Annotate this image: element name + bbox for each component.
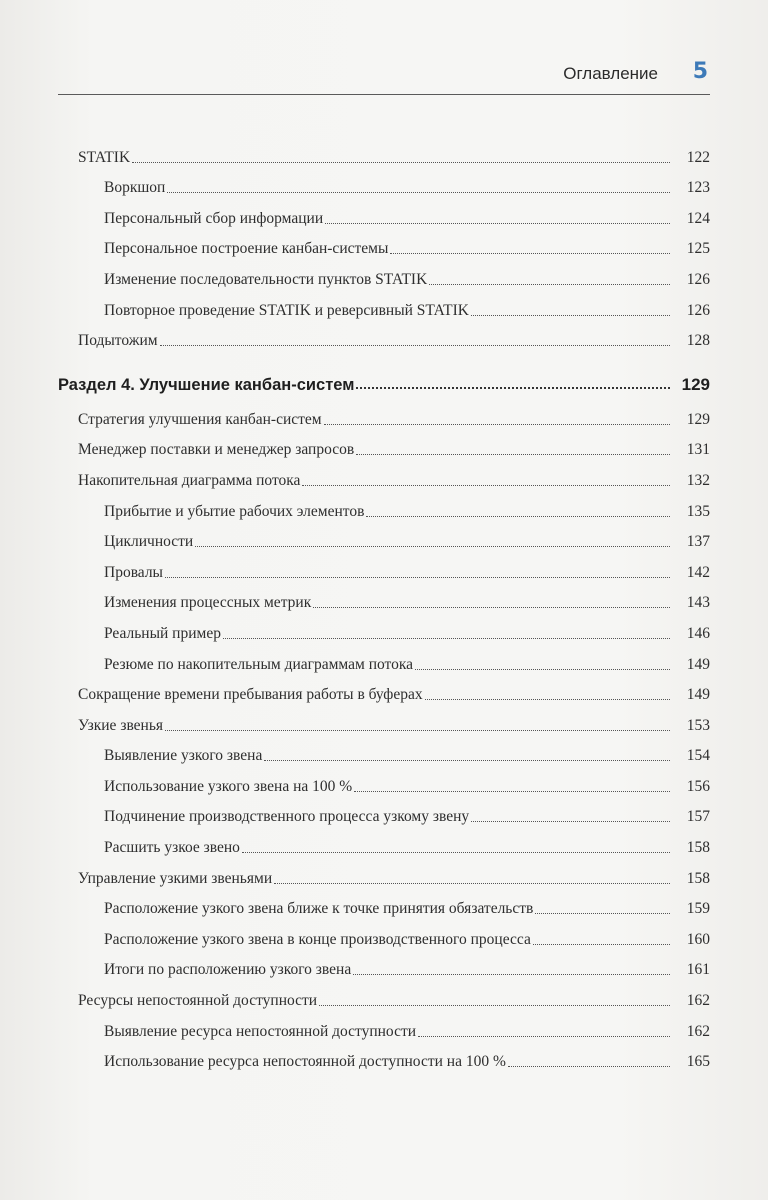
- toc-entry-page: 149: [686, 655, 710, 673]
- toc-entry-title: Накопительная диаграмма потока: [78, 471, 301, 489]
- toc-entry: [58, 735, 710, 766]
- toc-entry-page: 126: [686, 301, 710, 319]
- running-header: [58, 59, 710, 92]
- toc-dot-leader: [471, 315, 670, 316]
- toc-dot-leader: [353, 974, 670, 975]
- toc-entry-title: Расположение узкого звена ближе к точке принятия обязательств: [104, 900, 534, 918]
- toc-entry-page: 122: [686, 148, 710, 166]
- toc-entry-title: Подчинение производственного процесса узкому звену: [104, 808, 470, 826]
- toc-entry-title: Подытожим: [78, 332, 158, 350]
- toc-entry: [58, 765, 710, 796]
- toc-dot-leader: [418, 1036, 670, 1037]
- toc-entry-title: Выявление ресурса непостоянной доступности: [104, 1022, 417, 1040]
- toc-dot-leader: [356, 454, 670, 455]
- toc-entry-page: 146: [686, 624, 710, 642]
- toc-entry-title: Узкие звенья: [78, 716, 164, 734]
- toc-entry-page: 128: [686, 332, 710, 350]
- toc-entry: [58, 857, 710, 888]
- toc-entry: [58, 136, 710, 167]
- toc-entry: [58, 1041, 710, 1072]
- toc-entry-page: 149: [686, 686, 710, 704]
- toc-dot-leader: [313, 607, 670, 608]
- toc-dot-leader: [324, 424, 670, 425]
- toc-entry-page: 132: [686, 471, 710, 489]
- toc-entry: [58, 888, 710, 919]
- toc-entry-page: 126: [686, 270, 710, 288]
- toc-dot-leader: [319, 1005, 670, 1006]
- toc-entry: [58, 979, 710, 1010]
- toc-entry-title: Управление узкими звеньями: [78, 869, 273, 887]
- toc-entry-title: Итоги по расположению узкого звена: [104, 961, 352, 979]
- table-of-contents: [58, 136, 710, 1071]
- toc-entry-page: 165: [686, 1053, 710, 1071]
- toc-entry-title: STATIK: [78, 148, 131, 166]
- toc-dot-leader: [356, 387, 670, 389]
- toc-dot-leader: [354, 791, 670, 792]
- toc-dot-leader: [167, 192, 670, 193]
- toc-entry-title: Повторное проведение STATIK и реверсивный STATIK: [104, 301, 469, 319]
- toc-entry-page: 160: [686, 930, 710, 948]
- toc-dot-leader: [274, 883, 670, 884]
- toc-dot-leader: [132, 162, 670, 163]
- toc-entry: [58, 643, 710, 674]
- toc-entry-page: 143: [686, 594, 710, 612]
- toc-entry: [58, 521, 710, 552]
- toc-dot-leader: [471, 821, 670, 822]
- toc-entry-title: Персональный сбор информации: [104, 209, 324, 227]
- toc-entry-title: Прибытие и убытие рабочих элементов: [104, 502, 365, 520]
- toc-entry-title: Раздел 4. Улучшение канбан-систем: [58, 376, 355, 395]
- toc-dot-leader: [160, 345, 670, 346]
- toc-dot-leader: [302, 485, 670, 486]
- toc-entry: [58, 258, 710, 289]
- toc-entry-page: 153: [686, 716, 710, 734]
- toc-entry: [58, 289, 710, 320]
- toc-dot-leader: [366, 516, 670, 517]
- toc-dot-leader: [325, 223, 670, 224]
- page-number: 5: [692, 59, 708, 84]
- toc-entry-page: 158: [686, 839, 710, 857]
- toc-entry-page: 156: [686, 777, 710, 795]
- toc-entry-page: 123: [686, 179, 710, 197]
- toc-entry: [58, 612, 710, 643]
- toc-entry-title: Менеджер поставки и менеджер запросов: [78, 441, 355, 459]
- toc-entry-title: Ресурсы непостоянной доступности: [78, 992, 318, 1010]
- toc-entry-page: 142: [686, 563, 710, 581]
- toc-entry-title: Резюме по накопительным диаграммам потока: [104, 655, 414, 673]
- toc-entry-page: 158: [686, 869, 710, 887]
- toc-entry: [58, 796, 710, 827]
- toc-entry-title: Персональное построение канбан-системы: [104, 240, 389, 258]
- toc-entry-title: Использование ресурса непостоянной доступности на 100 %: [104, 1053, 506, 1071]
- toc-entry-page: 157: [686, 808, 710, 826]
- toc-entry: [58, 320, 710, 351]
- toc-dot-leader: [223, 638, 670, 639]
- toc-entry-page: 161: [686, 961, 710, 979]
- toc-entry: [58, 826, 710, 857]
- toc-dot-leader: [390, 253, 670, 254]
- toc-entry: [58, 228, 710, 259]
- toc-entry-title: Реальный пример: [104, 624, 221, 642]
- toc-dot-leader: [165, 730, 670, 731]
- toc-entry-page: 129: [681, 375, 710, 395]
- toc-dot-leader: [429, 284, 670, 285]
- toc-entry: [58, 398, 710, 429]
- toc-entry: [58, 949, 710, 980]
- toc-entry-title: Сокращение времени пребывания работы в буферах: [78, 686, 423, 704]
- toc-entry-page: 137: [686, 533, 710, 551]
- toc-entry-page: 154: [686, 747, 710, 765]
- toc-entry-title: Использование узкого звена на 100 %: [104, 777, 353, 795]
- toc-entry: [58, 459, 710, 490]
- toc-entry-page: 131: [686, 441, 710, 459]
- toc-section-entry: [58, 350, 710, 398]
- toc-entry-page: 125: [686, 240, 710, 258]
- toc-entry-title: Стратегия улучшения канбан-систем: [78, 410, 322, 428]
- toc-entry-page: 124: [686, 209, 710, 227]
- toc-entry: [58, 674, 710, 705]
- toc-entry-title: Воркшоп: [104, 179, 166, 197]
- toc-entry-title: Выявление узкого звена: [104, 747, 263, 765]
- toc-entry-title: Изменение последовательности пунктов STATIK: [104, 270, 428, 288]
- toc-dot-leader: [264, 760, 670, 761]
- toc-dot-leader: [195, 546, 670, 547]
- toc-entry-title: Провалы: [104, 563, 163, 581]
- toc-entry: [58, 490, 710, 521]
- toc-entry-page: 129: [686, 410, 710, 428]
- toc-dot-leader: [508, 1066, 670, 1067]
- header-rule: [58, 94, 710, 95]
- toc-entry-title: Расположение узкого звена в конце производственного процесса: [104, 930, 531, 948]
- toc-entry-title: Цикличности: [104, 533, 194, 551]
- toc-dot-leader: [415, 669, 670, 670]
- toc-dot-leader: [242, 852, 670, 853]
- toc-entry: [58, 704, 710, 735]
- toc-dot-leader: [535, 913, 670, 914]
- toc-entry: [58, 429, 710, 460]
- toc-entry-page: 135: [686, 502, 710, 520]
- toc-dot-leader: [165, 577, 670, 578]
- toc-entry-title: Изменения процессных метрик: [104, 594, 312, 612]
- toc-entry: [58, 551, 710, 582]
- toc-dot-leader: [425, 699, 670, 700]
- toc-entry-page: 159: [686, 900, 710, 918]
- toc-entry: [58, 918, 710, 949]
- toc-entry-title: Расшить узкое звено: [104, 839, 240, 857]
- toc-entry: [58, 167, 710, 198]
- toc-entry: [58, 1010, 710, 1041]
- toc-entry: [58, 197, 710, 228]
- toc-entry-page: 162: [686, 1022, 710, 1040]
- header-title: Оглавление: [563, 64, 658, 83]
- toc-entry-page: 162: [686, 992, 710, 1010]
- toc-dot-leader: [533, 944, 670, 945]
- toc-entry: [58, 582, 710, 613]
